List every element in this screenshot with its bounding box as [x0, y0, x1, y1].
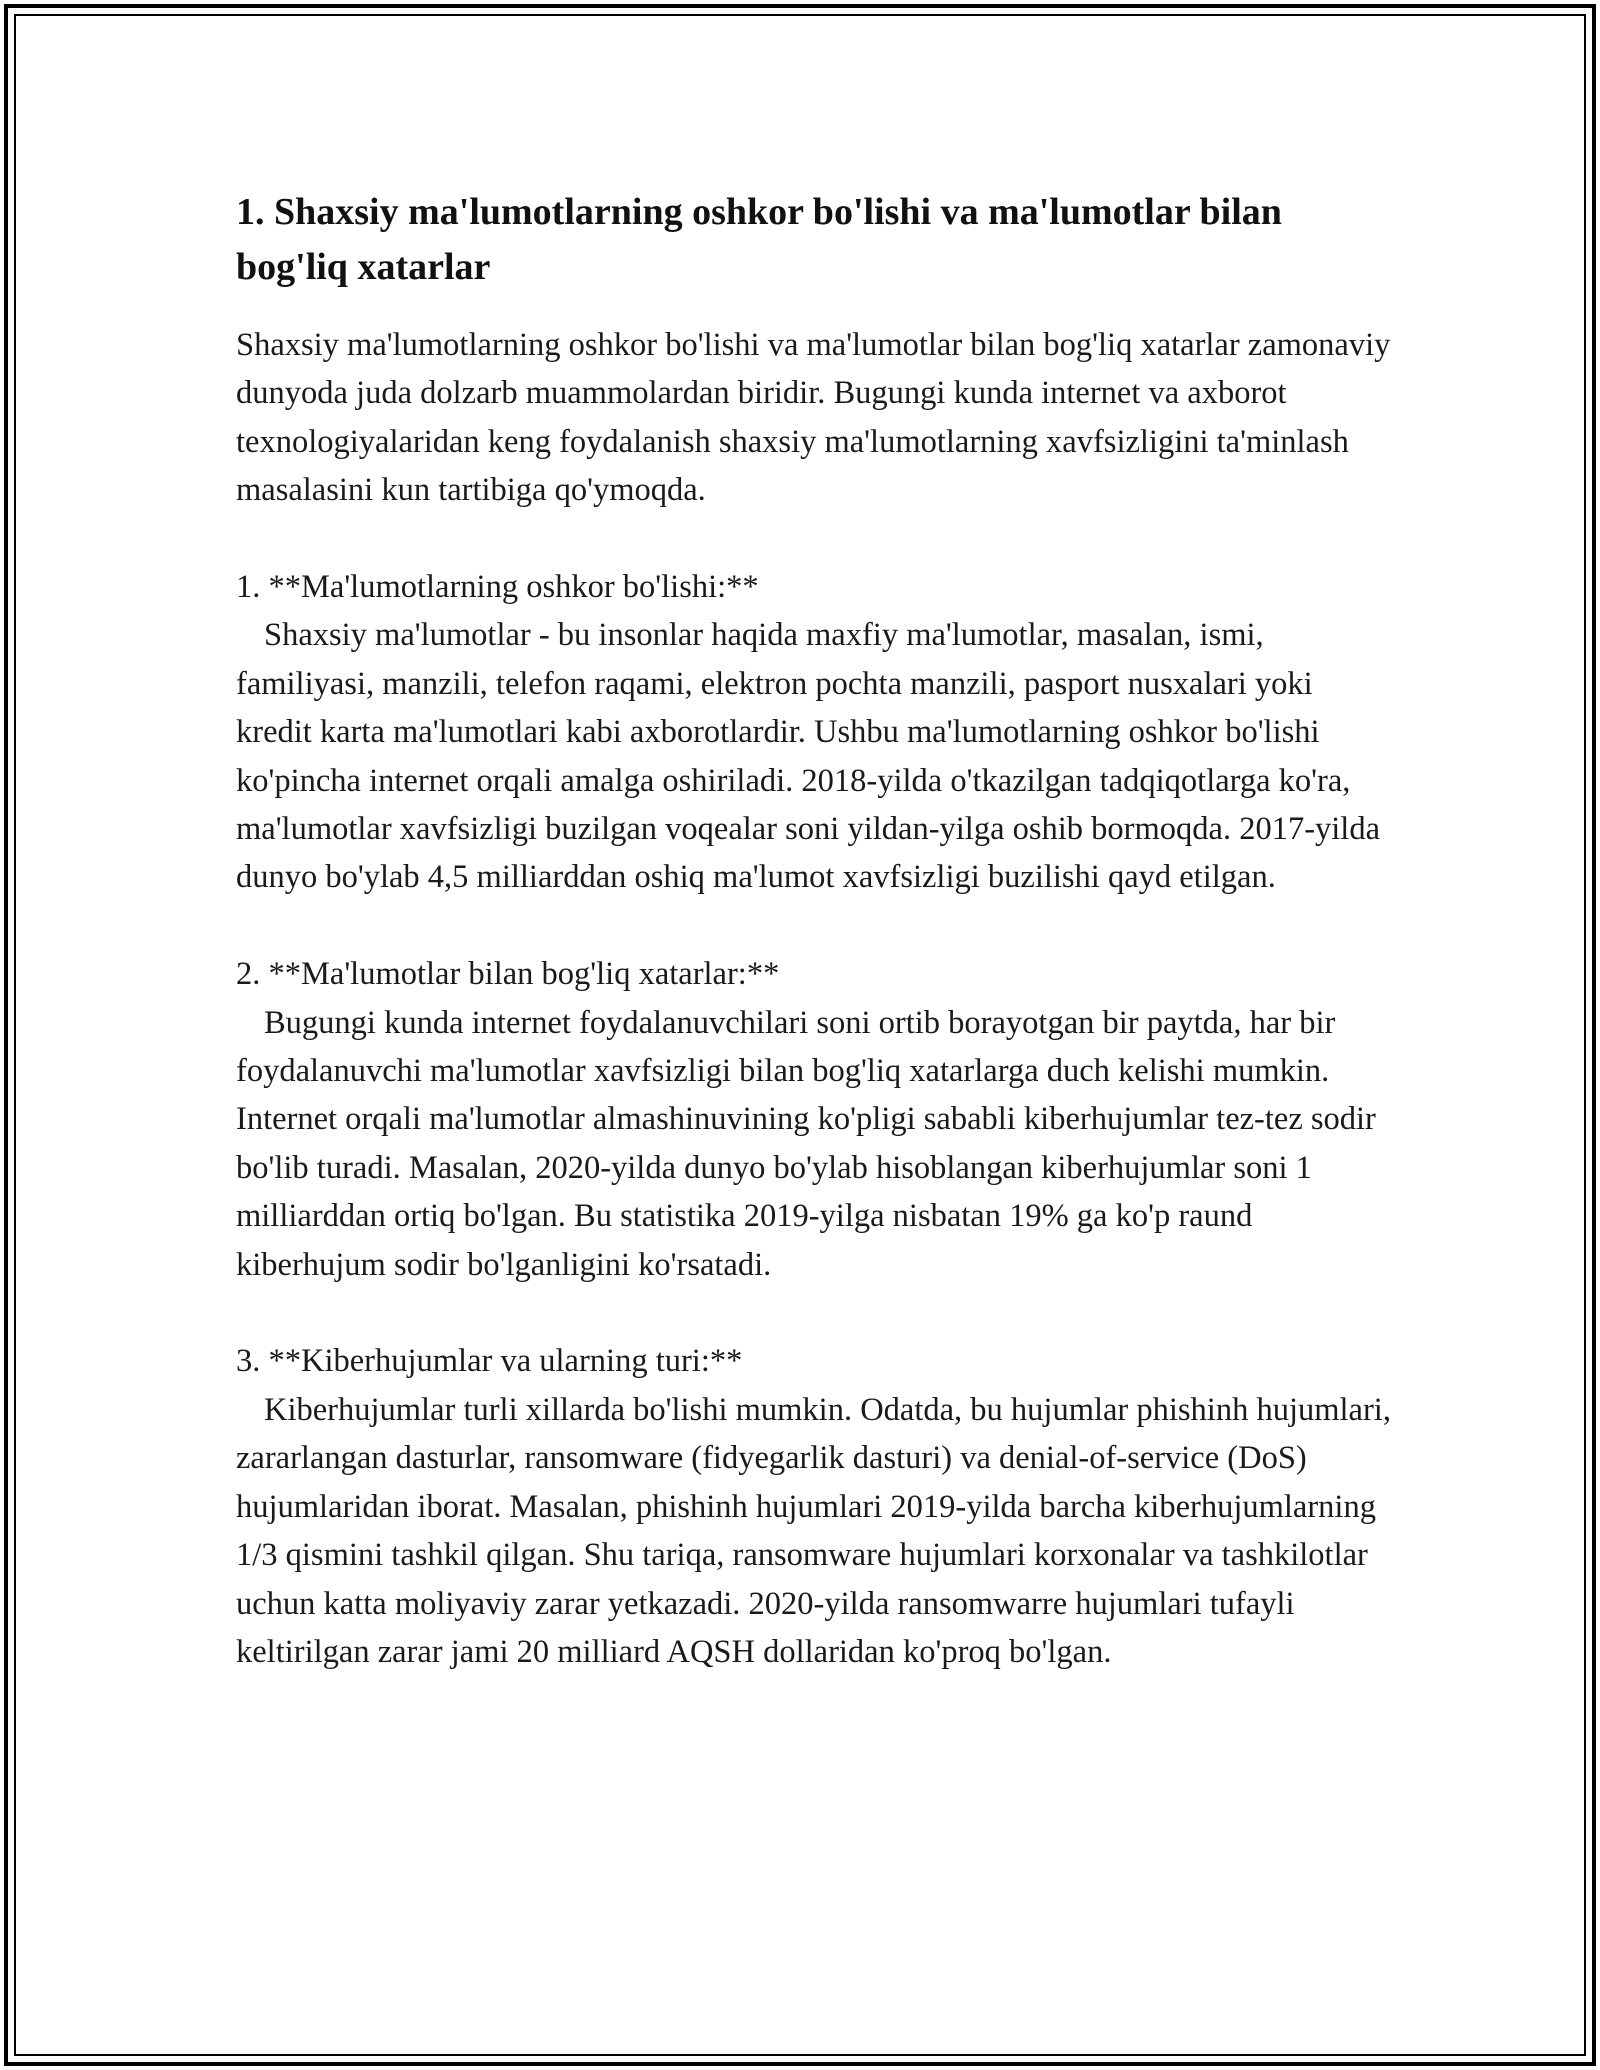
section-body: Bugungi kunda internet foydalanuvchilari soni ortib borayotgan bir paytda, har bir foydalanuvchi ma'lumotlar xavfsizligi bilan bog'liq xatarlarga duch kelishi mumkin. Internet orqali ma'lumotlar almashinuvining ko'pligi sababli kiberhujumlar tez-tez sodir bo'lib turadi. Masalan, 2020-yilda dunyo bo'ylab hisoblangan kiberhujumlar soni 1 milliarddan ortiq bo'lgan. Bu statistika 2019-yilga nisbatan 19% ga ko'p raund kiberhujum sodir bo'lganligini ko'rsatadi.	[236, 1004, 1376, 1283]
document-page	[236, 185, 1396, 1676]
section-data-risks	[236, 950, 1396, 1289]
section-body: Kiberhujumlar turli xillarda bo'lishi mumkin. Odatda, bu hujumlar phishinh hujumlari, zararlangan dasturlar, ransomware (fidyegarlik dasturi) va denial-of-service (DoS) hujumlaridan iborat. Masalan, phishinh hujumlari 2019-yilda barcha kiberhujumlarning 1/3 qismini tashkil qilgan. Shu tariqa, ransomware hujumlari korxonalar va tashkilotlar uchun katta moliyaviy zarar yetkazadi. 2020-yilda ransomwarre hujumlari tufayli keltirilgan zarar jami 20 milliard AQSH dollaridan ko'proq bo'lgan.	[236, 1391, 1391, 1670]
section-cyberattack-types	[236, 1337, 1396, 1676]
section-heading: 3. **Kiberhujumlar va ularning turi:**	[236, 1343, 743, 1380]
section-heading: 2. **Ma'lumotlar bilan bog'liq xatarlar:**	[236, 956, 780, 993]
document-title: 1. Shaxsiy ma'lumotlarning oshkor bo'lishi va ma'lumotlar bilan bog'liq xatarlar	[236, 191, 1282, 288]
section-heading: 1. **Ma'lumotlarning oshkor bo'lishi:**	[236, 569, 759, 606]
section-body: Shaxsiy ma'lumotlar - bu insonlar haqida maxfiy ma'lumotlar, masalan, ismi, familiyasi, manzili, telefon raqami, elektron pochta manzili, pasport nusxalari yoki kredit karta ma'lumotlari kabi axborotlardir. Ushbu ma'lumotlarning oshkor bo'lishi ko'pincha internet orqali amalga oshiriladi. 2018-yilda o'tkazilgan tadqiqotlarga ko'ra, ma'lumotlar xavfsizligi buzilgan voqealar soni yildan-yilga oshib bormoqda. 2017-yilda dunyo bo'ylab 4,5 milliarddan oshiq ma'lumot xavfsizligi buzilishi qayd etilgan.	[236, 617, 1381, 896]
intro-paragraph: Shaxsiy ma'lumotlarning oshkor bo'lishi va ma'lumotlar bilan bog'liq xatarlar zamonaviy dunyoda juda dolzarb muammolardan biridir. Bugungi kunda internet va axborot texnologiyalaridan keng foydalanish shaxsiy ma'lumotlarning xavfsizligini ta'minlash masalasini kun tartibiga qo'ymoqda.	[236, 327, 1391, 509]
section-data-exposure	[236, 563, 1396, 902]
